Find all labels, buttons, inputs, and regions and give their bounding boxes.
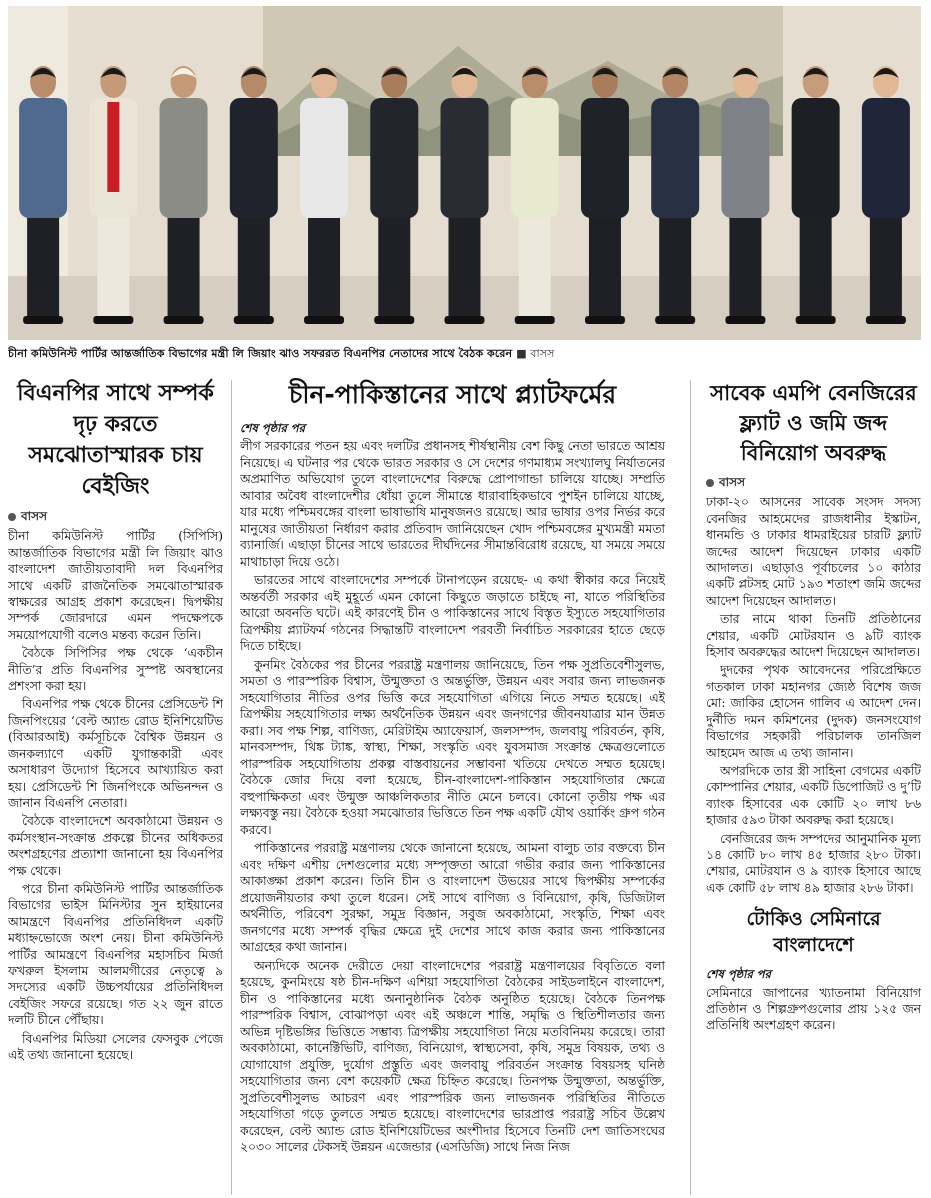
continued-label: শেষ পৃষ্ঠার পর	[240, 421, 305, 435]
left-headline[interactable]: বিএনপির সাথে সম্পর্ক দৃঢ় করতে সমঝোতাস্মারক চায় বেইজিং	[17, 381, 214, 499]
middle-paragraph: ভারতের সাথে বাংলাদেশের সম্পর্কে টানাপড়েন রয়েছে- এ কথা স্বীকার করে নিয়েই অন্তর্বর্তী সরকার এই মুহূর্তে এমন কোনো কিছুতে জড়াতে চাইছে না, যাতে পরিস্থিতির আরো অবনতি ঘটে। এই কারণেই চীন ও পাকিস্তানের সাথে বিস্তৃত ইস্যুতে সহযোগিতার ত্রিপক্ষীয় প্ল্যাটফর্ম গঠনের সিদ্ধান্তটি বাংলাদেশ পরবর্তী নির্বাচিত সরকারের হাতে ছেড়ে দিতে চাইছে।	[240, 573, 665, 654]
news-photo	[8, 6, 921, 340]
group-photo-icon	[8, 6, 921, 340]
middle-paragraph: লীগ সরকারের পতন হয় এবং দলটির প্রধানসহ শীর্ষস্থানীয় বেশ কিছু নেতা ভারতে আশ্রয় নিয়েছে। এ ঘটনার পর থেকে ভারত সরকার ও সে দেশের গণমাধ্যম সংখ্যালঘু নির্যাতনের অপ্রমাণিত অভিযোগ তুলে বাংলাদেশের বিরুদ্ধে প্রোপাগান্ডা চালিয়ে যাচ্ছে। সম্প্রতি আবার অবৈধ বাংলাদেশীর ধোঁয়া তুলে সীমান্তে ধারাবাহিকভাবে পুশইন চালিয়ে যাচ্ছে, যার মধ্যে পশ্চিমবঙ্গের বাংলা ভাষাভাষি মানুষজনও রয়েছে। আর ভাষার ওপর নির্ভর করে মানুষের জাতীয়তা নির্ধারণ করার প্রতিবাদ জানিয়েছেন খোদ পশ্চিমবঙ্গের মুখ্যমন্ত্রী মমতা ব্যানার্জি। এছাড়া চীনের সাথে ভারতের দীর্ঘদিনের সীমান্তবিরোধ রয়েছে, যা সময়ে সময়ে মাথাচাড়া দিয়ে ওঠে।	[240, 439, 665, 569]
photo-caption	[8, 345, 921, 364]
column-divider	[690, 380, 691, 1195]
right-paragraph: দুদকের পৃথক আবেদনের পরিপ্রেক্ষিতে গতকাল ঢাকা মহানগর জ্যেষ্ঠ বিশেষ জজ মো: জাকির হোসেন গালিব এ আদেশ দেন। দুর্নীতি দমন কমিশনের (দুদক) জনসংযোগ বিভাগের সহকারী পরিচালক তানজিল আহমেদ আজ এ তথ্য জানান।	[706, 663, 921, 760]
middle-paragraph: অন্যদিকে অনেক দেরীতে দেয়া বাংলাদেশের পররাষ্ট্র মন্ত্রণালয়ের বিবৃতিতে বলা হয়েছে, কুনমিংয়ে ষষ্ঠ চীন-দক্ষিণ এশিয়া সহযোগিতা বৈঠকের সাইডলাইনে বাংলাদেশ, চীন ও পাকিস্তানের মধ্যে অনানুষ্ঠানিক বৈঠক অনুষ্ঠিত হয়েছে। বৈঠকে তিনপক্ষ পারস্পরিক বিশ্বাস, বোঝাপড়া এবং এই অঞ্চলে শান্তি, সমৃদ্ধি ও স্থিতিশীলতার জন্য অভিন্ন দৃষ্টিভঙ্গির ভিত্তিতে সম্ভাব্য ত্রিপক্ষীয় সহযোগিতা নিয়ে মতবিনিময় করেছে। তারা অবকাঠামো, কানেক্টিভিটি, বাণিজ্য, বিনিয়োগ, স্বাস্থ্যসেবা, কৃষি, সমুদ্র বিষয়ক, তথ্য ও যোগাযোগ প্রযুক্তি, দুর্যোগ প্রস্তুতি এবং জলবায়ু পরিবর্তন সংক্রান্ত বিষয়সহ ঘনিষ্ঠ সহযোগিতার জন্য বেশ কয়েকটি ক্ষেত্র চিহ্নিত করেছে। তিনপক্ষ উন্মুক্ততা, অন্তর্ভুক্তি, সুপ্রতিবেশীসুলভ আচরণ এবং পারস্পরিক জন্য লাভজনক পরিস্থিতির নীতিতে সহযোগিতা গড়ে তুলতে সম্মত হয়েছে। বাংলাদেশের ভারপ্রাপ্ত পররাষ্ট্র সচিব উল্লেখ করেছেন, বেল্ট অ্যান্ড রোড ইনিশিয়েটিভের অংশীদার হিসেবে তিনটি দেশ জাতিসংঘের ২০৩০ সালের টেকসই উন্নয়ন এজেন্ডার (এসডিজি) সাথে নিজ নিজ	[240, 958, 665, 1155]
left-paragraph: বিএনপির মিডিয়া সেলের ফেসবুক পেজে এই তথ্য জানানো হয়েছে।	[8, 1031, 223, 1062]
left-byline-text: বাসস	[21, 509, 48, 523]
left-paragraph: বিএনপির পক্ষ থেকে চীনের প্রেসিডেন্ট শি জিনপিংয়ের ‘বেল্ট অ্যান্ড রোড ইনিশিয়েটিভ (বিআরআই) কর্মসূচিকে বৈশ্বিক উন্নয়ন ও জনকল্যাণে একটি যুগান্তকারী এবং অসাধারণ উদ্যোগ হিসেবে আখ্যায়িত করা হয়। প্রেসিডেন্ট শি জিনপিংকে অভিনন্দন ও জানান বিএনপি নেতারা।	[8, 697, 223, 810]
caption-source-name: বাসস	[530, 347, 555, 360]
right-headline[interactable]: সাবেক এমপি বেনজিরের ফ্ল্যাট ও জমি জব্দ বিনিয়োগ অবরুদ্ধ	[710, 381, 917, 465]
right-byline-text: বাসস	[719, 475, 746, 489]
right-paragraph: অপরদিকে তার স্ত্রী সাহিনা বেগমের একটি কোম্পানির শেয়ার, একটি ডিপোজিট ও দু’টি ব্যাংক হিসাবের এক কোটি ২০ লাখ ৮৬ হাজার ৫৯৩ টাকা অবরুদ্ধ করা হয়েছে।	[706, 763, 921, 828]
tokyo-paragraph: সেমিনারে জাপানের খ্যাতনামা বিনিয়োগ প্রতিষ্ঠান ও শিল্পগ্রুপগুলোর প্রায় ১২৫ জন প্রতিনিধি অংশগ্রহণ করেন।	[706, 985, 921, 1033]
middle-headline[interactable]: চীন-পাকিস্তানের সাথে প্ল্যাটফর্মের	[288, 380, 617, 409]
middle-paragraph: পাকিস্তানের পররাষ্ট্র মন্ত্রণালয় থেকে জানানো হয়েছে, আমনা বালুচ তার বক্তব্যে চীন এবং দক্ষিণ এশীয় দেশগুলোর মধ্যে সম্পৃক্ততা আরো গভীর করার জন্য পাকিস্তানের আকাঙ্ক্ষা প্রকাশ করেন। তিনি চীন ও বাংলাদেশ উভয়ের সাথে দ্বিপক্ষীয় সম্পর্কের প্রয়োজনীয়তার কথা তুলে ধরেন। সেই সাথে বাণিজ্য ও বিনিয়োগ, কৃষি, ডিজিটাল অর্থনীতি, পরিবেশ সুরক্ষা, সমুদ্র বিজ্ঞান, সবুজ অবকাঠামো, সংস্কৃতি, শিক্ষা এবং জনগণের মধ্যে সম্পর্ক বৃদ্ধির ক্ষেত্রে দুই দেশের সাথে কাজ করার জন্য পাকিস্তানের আগ্রহের কথা জানান।	[240, 841, 665, 955]
right-byline	[706, 474, 921, 490]
continued-label: শেষ পৃষ্ঠার পর	[706, 967, 771, 982]
caption-text: চীনা কমিউনিস্ট পার্টির আন্তর্জাতিক বিভাগের মন্ত্রী লি জিয়াং ঝাও সফররত বিএনপির নেতাদের সাথে বৈঠক করেন	[8, 347, 513, 360]
left-paragraph: পরে চীনা কমিউনিস্ট পার্টির আন্তর্জাতিক বিভাগের ভাইস মিনিস্টার সুন হাইয়ানের আমন্ত্রণে বিএনপির প্রতিনিধিদল একটি মধ্যাহ্নভোজে অংশ নেয়। চীনা কমিউনিস্ট পার্টির আমন্ত্রণে বিএনপির মহাসচিব মির্জা ফখরুল ইসলাম আলমগীরের নেতৃত্বে ৯ সদস্যের একটি উচ্চপর্যায়ের প্রতিনিধিদল বেইজিং সফরে রয়েছে। গত ২২ জুন রাতে দলটি চীনে পৌঁছায়।	[8, 881, 223, 1028]
right-paragraph: ঢাকা-২০ আসনের সাবেক সংসদ সদস্য বেনজির আহমেদের রাজধানীর ইস্কাটন, ধানমন্ডি ও ঢাকার ধামরাইয়ের চারটি ফ্ল্যাট জব্দের আদেশ দিয়েছেন ঢাকার একটি আদালত। এছাড়াও পূর্বাচলের ১০ কাঠার একটি প্লটসহ মোট ১৯৩ শতাংশ জমি জব্দের আদেশ দিয়েছেন আদালত।	[706, 495, 921, 608]
left-paragraph: চীনা কমিউনিস্ট পার্টির (সিপিসি) আন্তর্জাতিক বিভাগের মন্ত্রী লি জিয়াং ঝাও বাংলাদেশ জাতীয়তাবাদী দল বিএনপির সাথে একটি রাজনৈতিক সমঝোতাস্মারক স্বাক্ষরের আগ্রহ প্রকাশ করেছেন। দ্বিপক্ষীয় সম্পর্ক জোরদারে এমন পদক্ষেপকে সময়োপযোগী বলেও মন্তব্য করেন তিনি।	[8, 529, 223, 642]
left-article	[8, 378, 223, 1198]
column-divider	[231, 380, 232, 1195]
middle-paragraph: কুনমিং বৈঠকের পর চীনের পররাষ্ট্র মন্ত্রণালয় জানিয়েছে, তিন পক্ষ সুপ্রতিবেশীসুলভ, সমতা ও পারস্পরিক বিশ্বাস, উন্মুক্ততা ও অন্তর্ভুক্তি, উন্নয়ন এবং সবার জন্য লাভজনক সহযোগিতার নীতির ওপর ভিত্তি করে সহযোগিতা এগিয়ে নিতে সম্মত হয়েছে। এই ত্রিপক্ষীয় সহযোগিতার লক্ষ্য অর্থনৈতিক উন্নয়ন এবং জনগণের জীবনযাত্রার মান উন্নত করা। সব পক্ষ শিল্প, বাণিজ্য, মেরিটাইম অ্যাফেয়ার্স, জলসম্পদ, জলবায়ু পরিবর্তন, কৃষি, মানবসম্পদ, থিঙ্ক ট্যাঙ্ক, স্বাস্থ্য, শিক্ষা, সংস্কৃতি এবং যুবসমাজ সংক্রান্ত ক্ষেত্রগুলোতে পারস্পরিক সহযোগিতায় প্রকল্প বাস্তবায়নের সম্ভাবনা খতিয়ে দেখতে সম্মত হয়েছে। বৈঠকে জোর দিয়ে বলা হয়েছে, চীন-বাংলাদেশ-পাকিস্তান সহযোগিতার ক্ষেত্রে বহুপাক্ষিকতা এবং উন্মুক্ত আঞ্চলিকতার নীতি মেনে চলবে। কোনো তৃতীয় পক্ষ এর লক্ষ্যবস্তু নয়। বৈঠকে হওয়া সমঝোতার ভিত্তিতে তিন পক্ষ একটি যৌথ ওয়ার্কিং গ্রুপ গঠন করবে।	[240, 657, 665, 837]
tokyo-headline[interactable]: টোকিও সেমিনারে বাংলাদেশে	[746, 908, 881, 957]
left-paragraph: বৈঠকে সিপিসির পক্ষ থেকে ‘একচীন নীতি’র প্রতি বিএনপির সুস্পষ্ট অবস্থানের প্রশংসা করা হয়।	[8, 646, 223, 694]
bullet-icon	[706, 479, 714, 487]
right-paragraph: বেনজিরের জব্দ সম্পদের আনুমানিক মূল্য ১৪ কোটি ৮০ লাখ ৪৫ হাজার ২৮০ টাকা। শেয়ার, মোটরযান ও ৯ ব্যাংক হিসাবে আছে এক কোটি ৫৮ লাখ ৪৯ হাজার ২৮৬ টাকা।	[706, 831, 921, 895]
caption-source: ■ বাসস	[516, 347, 555, 360]
middle-article	[240, 378, 665, 1198]
bullet-icon	[8, 513, 16, 521]
right-paragraph: তার নামে থাকা তিনটি প্রতিষ্ঠানের শেয়ার, একটি মোটরযান ও ৯টি ব্যাংক হিসাব অবরুদ্ধের আদেশ দিয়েছেন আদালত।	[706, 612, 921, 660]
left-paragraph: বৈঠকে বাংলাদেশে অবকাঠামো উন্নয়ন ও কর্মসংস্থান-সংক্রান্ত প্রকল্পে চীনের অধিকতর অংশগ্রহণের প্রত্যাশা জানানো হয় বিএনপির পক্ষ থেকে।	[8, 814, 223, 878]
left-byline	[8, 508, 223, 524]
right-article	[706, 378, 921, 1198]
